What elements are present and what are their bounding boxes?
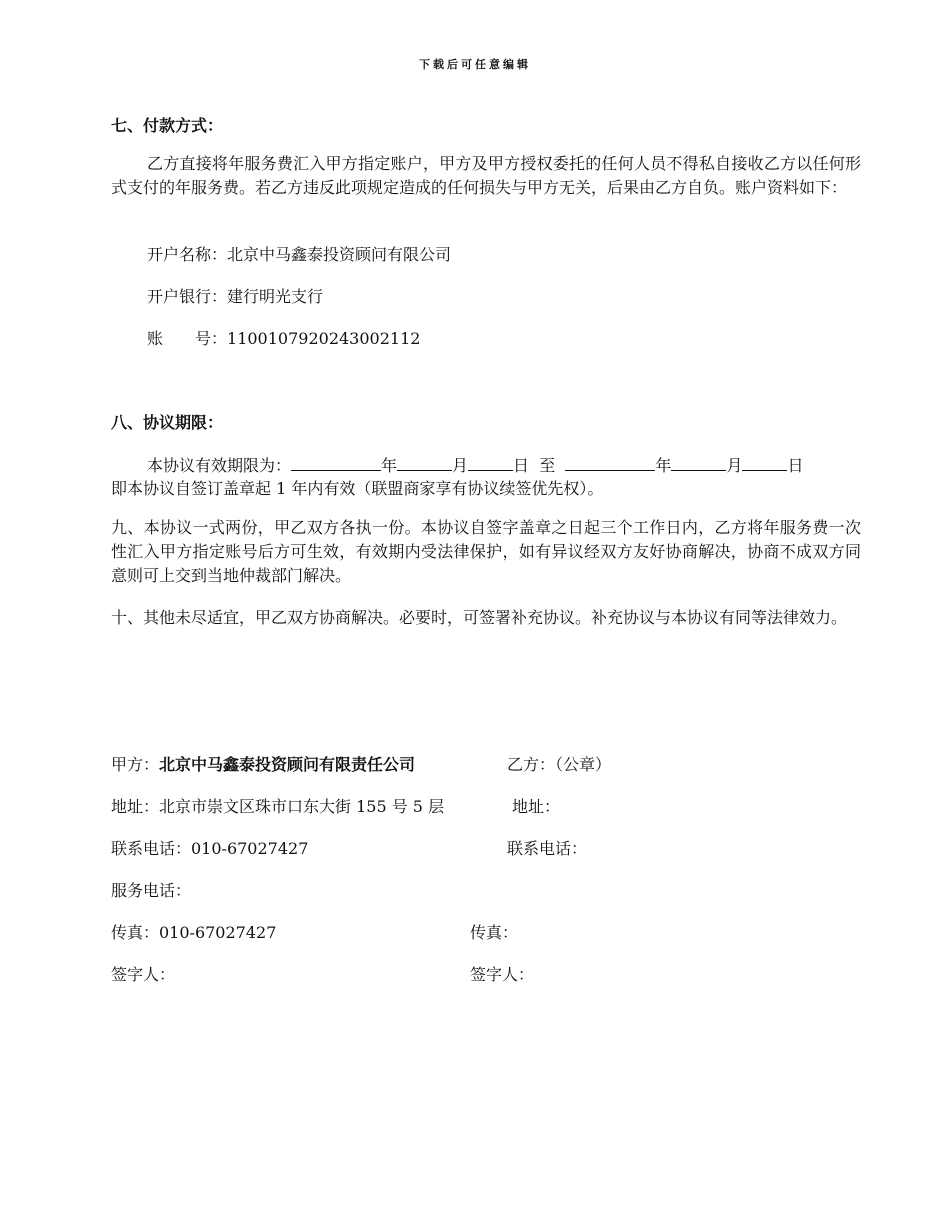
end-month-blank[interactable] (671, 455, 726, 471)
party-a-signer: 签字人： (111, 965, 176, 984)
end-year-unit: 年 (655, 456, 672, 475)
bank-label: 开户银行： (147, 287, 228, 306)
start-year-blank[interactable] (291, 455, 381, 471)
page-header: 下载后可任意编辑 (419, 58, 531, 71)
party-a-phone: 联系电话：010-67027427 (111, 839, 309, 858)
end-day-blank[interactable] (742, 455, 787, 471)
section-10-paragraph: 十、其他未尽适宜，甲乙双方协商解决。必要时，可签署补充协议。补充协议与本协议有同等法律效力。 (111, 608, 848, 627)
start-month-unit: 月 (452, 456, 469, 475)
start-year-unit: 年 (381, 456, 398, 475)
account-name-line (147, 245, 451, 265)
party-a-name: 北京中马鑫泰投资顾问有限责任公司 (159, 755, 416, 774)
bank-value: 建行明光支行 (227, 287, 324, 306)
end-day-unit: 日 (787, 456, 804, 475)
service-phone: 服务电话： (111, 881, 192, 900)
account-name-label: 开户名称： (147, 245, 228, 264)
term-prefix: 本协议有效期限为： (147, 456, 292, 475)
start-month-blank[interactable] (397, 455, 452, 471)
term-to: 至 (539, 456, 556, 475)
party-b-phone: 联系电话： (507, 839, 588, 858)
party-b-fax: 传真： (470, 923, 519, 942)
account-number-line (147, 329, 420, 349)
section-9-paragraph: 九、本协议一式两份，甲乙双方各执一份。本协议自签字盖章之日起三个工作日内，乙方将年服务费一次性汇入甲方指定账号后方可生效，有效期内受法律保护，如有异议经双方友好协商解决，协商不成双方同意则可上交到当地仲裁部门解决。 (111, 518, 861, 585)
end-month-unit: 月 (726, 456, 743, 475)
party-b-signer: 签字人： (470, 965, 535, 984)
account-number-label: 账 号： (147, 329, 228, 348)
section-8-heading: 八、协议期限： (111, 413, 224, 432)
party-a-address: 地址：北京市崇文区珠市口东大街 155 号 5 层 (111, 797, 445, 816)
section-7-paragraph: 乙方直接将年服务费汇入甲方指定账户，甲方及甲方授权委托的任何人员不得私自接收乙方以任何形式支付的年服务费。若乙方违反此项规定造成的任何损失与甲方无关，后果由乙方自负。账户资料如下： (111, 154, 861, 197)
party-a-label: 甲方： (111, 755, 160, 774)
start-day-blank[interactable] (468, 455, 513, 471)
account-number-value: 1100107920243002112 (227, 329, 421, 348)
party-a-fax: 传真：010-67027427 (111, 923, 277, 942)
party-b-label: 乙方：（公章） (507, 755, 612, 774)
term-line (147, 455, 803, 476)
start-day-unit: 日 (513, 456, 530, 475)
account-name-value: 北京中马鑫泰投资顾问有限公司 (227, 245, 452, 264)
term-note: 即本协议自签订盖章起 1 年内有效（联盟商家享有协议续签优先权）。 (111, 479, 604, 498)
party-a-line (111, 755, 415, 775)
party-b-address: 地址： (512, 797, 561, 816)
end-year-blank[interactable] (565, 455, 655, 471)
section-7-heading: 七、付款方式： (111, 116, 224, 135)
bank-line (147, 287, 323, 307)
